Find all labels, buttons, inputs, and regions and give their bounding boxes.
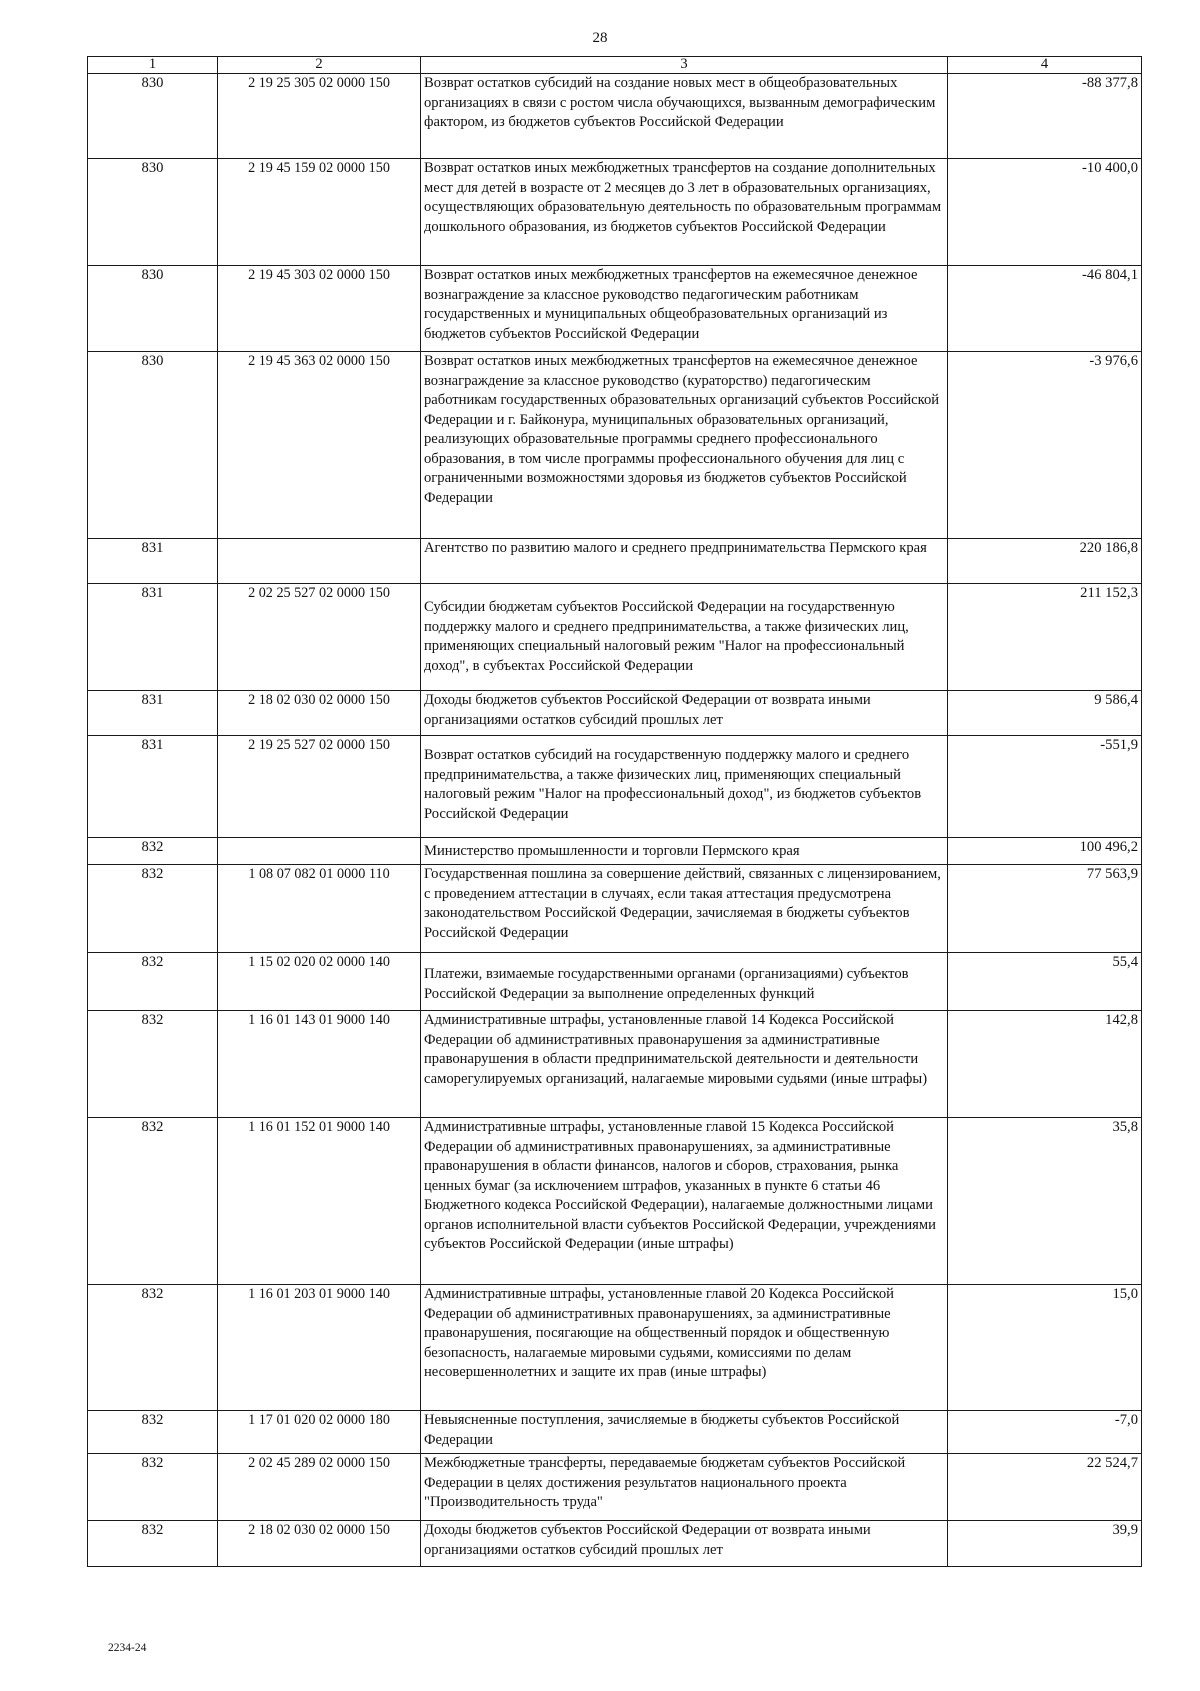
amount-cell: -7,0	[948, 1411, 1142, 1454]
table-row	[88, 865, 1142, 953]
admin-code-cell: 830	[88, 266, 218, 352]
table-row	[88, 1411, 1142, 1454]
admin-code-cell: 832	[88, 953, 218, 1011]
table-row	[88, 1118, 1142, 1285]
revenue-name-cell: Возврат остатков субсидий на создание новых мест в общеобразовательных организациях в связи с ростом числа обучающихся, вызванным демографическим фактором, из бюджетов субъектов Российской Федерации	[421, 74, 948, 159]
revenue-name-cell: Возврат остатков иных межбюджетных трансфертов на ежемесячное денежное вознаграждение за классное руководство (кураторство) педагогическим работникам государственных образовательных организаций субъектов Российской Федерации и г. Байконура, муниципальных образовательных организаций, реализующих образовательные программы среднего профессионального образования, в том числе программы профессионального обучения для лиц с ограниченными возможностями здоровья из бюджетов субъектов Российской Федерации	[421, 352, 948, 539]
admin-code-cell: 830	[88, 159, 218, 266]
budget-code-cell: 1 08 07 082 01 0000 110	[218, 865, 421, 953]
budget-code-cell: 2 02 25 527 02 0000 150	[218, 584, 421, 691]
admin-code-cell: 830	[88, 352, 218, 539]
table-row	[88, 1454, 1142, 1521]
revenue-name-cell: Государственная пошлина за совершение действий, связанных с лицензированием, с проведением аттестации в случаях, если такая аттестация предусмотрена законодательством Российской Федерации, зачисляемая в бюджеты субъектов Российской Федерации	[421, 865, 948, 953]
revenue-name-cell: Доходы бюджетов субъектов Российской Федерации от возврата иными организациями остатков субсидий прошлых лет	[421, 1521, 948, 1567]
revenue-name-cell: Возврат остатков иных межбюджетных трансфертов на создание дополнительных мест для детей в возрасте от 2 месяцев до 3 лет в образовательных организациях, осуществляющих образовательную деятельность по образовательным программам дошкольного образования, из бюджетов субъектов Российской Федерации	[421, 159, 948, 266]
revenue-name-cell: Министерство промышленности и торговли Пермского края	[421, 838, 948, 865]
column-header-3: 3	[421, 57, 948, 74]
budget-code-cell	[218, 838, 421, 865]
admin-code-cell: 831	[88, 691, 218, 736]
budget-code-cell: 2 18 02 030 02 0000 150	[218, 691, 421, 736]
budget-code-cell	[218, 539, 421, 584]
amount-cell: 220 186,8	[948, 539, 1142, 584]
revenue-name-cell: Субсидии бюджетам субъектов Российской Федерации на государственную поддержку малого и среднего предпринимательства, а также физических лиц, применяющих специальный налоговый режим "Налог на профессиональный доход", в субъектах Российской Федерации	[421, 584, 948, 691]
revenue-name-cell: Возврат остатков субсидий на государственную поддержку малого и среднего предпринимательства, а также физических лиц, применяющих специальный налоговый режим "Налог на профессиональный доход", из бюджетов субъектов Российской Федерации	[421, 736, 948, 838]
revenue-name-cell: Платежи, взимаемые государственными органами (организациями) субъектов Российской Федерации за выполнение определенных функций	[421, 953, 948, 1011]
document-code: 2234-24	[108, 1642, 147, 1654]
admin-code-cell: 831	[88, 584, 218, 691]
amount-cell: -3 976,6	[948, 352, 1142, 539]
admin-code-cell: 832	[88, 1454, 218, 1521]
budget-code-cell: 2 19 25 305 02 0000 150	[218, 74, 421, 159]
table-row	[88, 838, 1142, 865]
amount-cell: 39,9	[948, 1521, 1142, 1567]
column-header-4: 4	[948, 57, 1142, 74]
budget-code-cell: 2 19 45 303 02 0000 150	[218, 266, 421, 352]
admin-code-cell: 831	[88, 736, 218, 838]
admin-code-cell: 832	[88, 838, 218, 865]
table-row	[88, 539, 1142, 584]
table-row	[88, 584, 1142, 691]
budget-code-cell: 2 19 45 159 02 0000 150	[218, 159, 421, 266]
column-number-row	[88, 57, 1142, 74]
table-body	[88, 74, 1142, 1567]
table-row	[88, 691, 1142, 736]
admin-code-cell: 832	[88, 1521, 218, 1567]
admin-code-cell: 832	[88, 1118, 218, 1285]
amount-cell: 22 524,7	[948, 1454, 1142, 1521]
table-row	[88, 1011, 1142, 1118]
revenue-name-cell: Доходы бюджетов субъектов Российской Федерации от возврата иными организациями остатков субсидий прошлых лет	[421, 691, 948, 736]
revenue-name-cell: Агентство по развитию малого и среднего предпринимательства Пермского края	[421, 539, 948, 584]
table-row	[88, 1521, 1142, 1567]
admin-code-cell: 832	[88, 1011, 218, 1118]
budget-revenue-table	[87, 56, 1142, 1567]
revenue-name-cell: Административные штрафы, установленные главой 15 Кодекса Российской Федерации об административных правонарушениях, за административные правонарушения в области финансов, налогов и сборов, страхования, рынка ценных бумаг (за исключением штрафов, указанных в пункте 6 статьи 46 Бюджетного кодекса Российской Федерации), налагаемые должностными лицами органов исполнительной власти субъектов Российской Федерации, учреждениями субъектов Российской Федерации (иные штрафы)	[421, 1118, 948, 1285]
revenue-name-cell: Межбюджетные трансферты, передаваемые бюджетам субъектов Российской Федерации в целях достижения результатов национального проекта "Производительность труда"	[421, 1454, 948, 1521]
table-row	[88, 159, 1142, 266]
revenue-name-cell: Административные штрафы, установленные главой 20 Кодекса Российской Федерации об административных правонарушениях, за административные правонарушения, посягающие на общественный порядок и общественную безопасность, налагаемые мировыми судьями, комиссиями по делам несовершеннолетних и защите их прав (иные штрафы)	[421, 1285, 948, 1411]
admin-code-cell: 830	[88, 74, 218, 159]
amount-cell: -88 377,8	[948, 74, 1142, 159]
budget-code-cell: 1 16 01 143 01 9000 140	[218, 1011, 421, 1118]
admin-code-cell: 832	[88, 865, 218, 953]
amount-cell: 211 152,3	[948, 584, 1142, 691]
admin-code-cell: 831	[88, 539, 218, 584]
amount-cell: 142,8	[948, 1011, 1142, 1118]
budget-code-cell: 2 19 25 527 02 0000 150	[218, 736, 421, 838]
budget-code-cell: 2 02 45 289 02 0000 150	[218, 1454, 421, 1521]
amount-cell: 55,4	[948, 953, 1142, 1011]
column-header-1: 1	[88, 57, 218, 74]
budget-code-cell: 2 19 45 363 02 0000 150	[218, 352, 421, 539]
budget-code-cell: 1 17 01 020 02 0000 180	[218, 1411, 421, 1454]
amount-cell: 15,0	[948, 1285, 1142, 1411]
amount-cell: 100 496,2	[948, 838, 1142, 865]
table-row	[88, 953, 1142, 1011]
budget-code-cell: 1 15 02 020 02 0000 140	[218, 953, 421, 1011]
page-number: 28	[592, 30, 608, 46]
admin-code-cell: 832	[88, 1411, 218, 1454]
column-header-2: 2	[218, 57, 421, 74]
table-row	[88, 74, 1142, 159]
amount-cell: 9 586,4	[948, 691, 1142, 736]
revenue-name-cell: Невыясненные поступления, зачисляемые в бюджеты субъектов Российской Федерации	[421, 1411, 948, 1454]
amount-cell: 35,8	[948, 1118, 1142, 1285]
revenue-name-cell: Административные штрафы, установленные главой 14 Кодекса Российской Федерации об административных правонарушения за административные правонарушения в области предпринимательской деятельности и деятельности саморегулируемых организаций, налагаемые мировыми судьями (иные штрафы)	[421, 1011, 948, 1118]
table-row	[88, 266, 1142, 352]
table-row	[88, 352, 1142, 539]
budget-code-cell: 1 16 01 152 01 9000 140	[218, 1118, 421, 1285]
amount-cell: -46 804,1	[948, 266, 1142, 352]
amount-cell: -551,9	[948, 736, 1142, 838]
admin-code-cell: 832	[88, 1285, 218, 1411]
table-row	[88, 1285, 1142, 1411]
amount-cell: 77 563,9	[948, 865, 1142, 953]
budget-code-cell: 1 16 01 203 01 9000 140	[218, 1285, 421, 1411]
amount-cell: -10 400,0	[948, 159, 1142, 266]
table-row	[88, 736, 1142, 838]
revenue-name-cell: Возврат остатков иных межбюджетных трансфертов на ежемесячное денежное вознаграждение за классное руководство педагогическим работникам государственных и муниципальных общеобразовательных организаций из бюджетов субъектов Российской Федерации	[421, 266, 948, 352]
budget-code-cell: 2 18 02 030 02 0000 150	[218, 1521, 421, 1567]
